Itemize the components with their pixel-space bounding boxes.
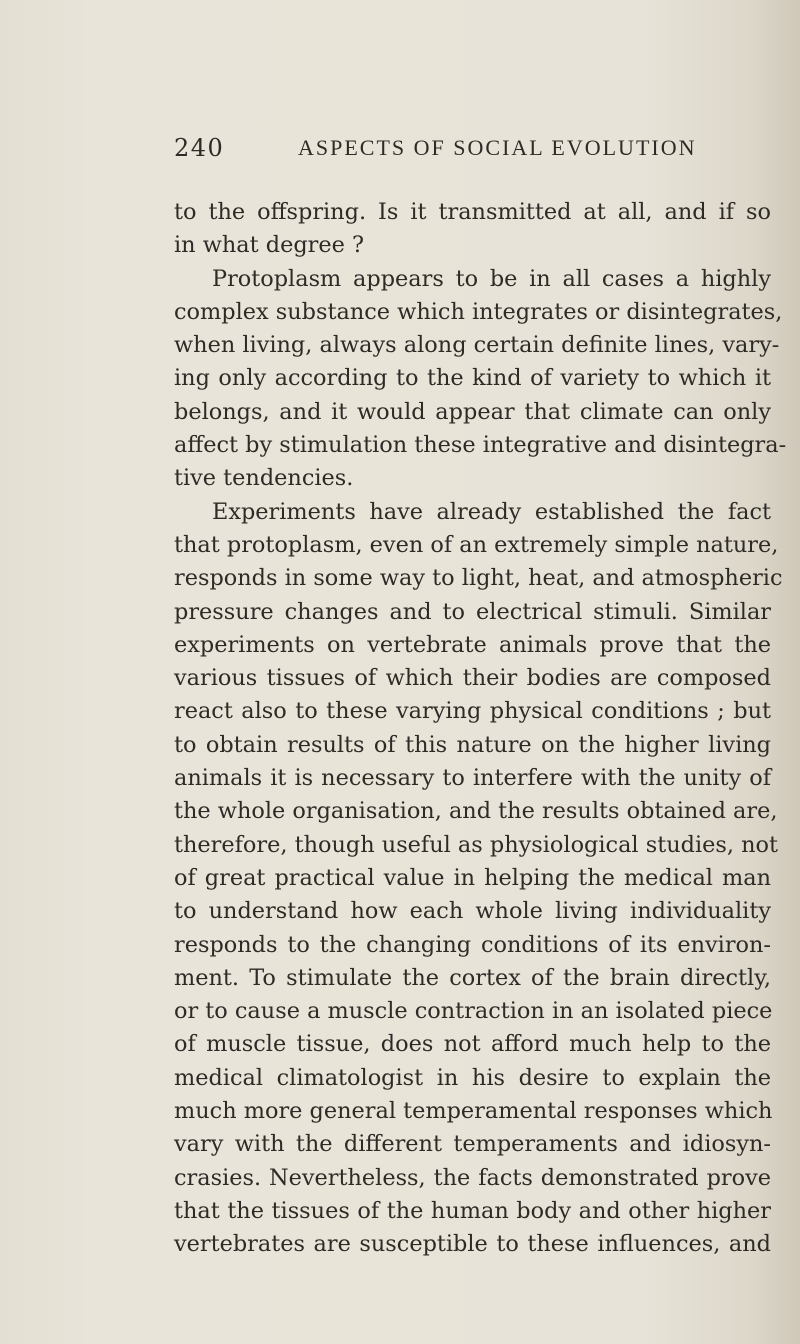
text-line: or to cause a muscle contraction in an isolated piece xyxy=(174,998,773,1025)
paragraph-start-line: Protoplasm appears to be in all cases a highly xyxy=(212,265,771,292)
text-line: medical climatologist in his desire to explain the xyxy=(174,1064,771,1091)
text-line: belongs, and it would appear that climate can only xyxy=(174,398,771,425)
text-line: affect by stimulation these integrative and disintegra- xyxy=(174,432,787,459)
text-line: that protoplasm, even of an extremely simple nature, xyxy=(174,531,779,558)
text-line: tive tendencies. xyxy=(174,465,354,492)
text-line: various tissues of which their bodies are composed xyxy=(174,665,771,692)
running-head xyxy=(174,131,734,165)
text-line: to the offspring. Is it transmitted at all, and if so xyxy=(174,199,771,225)
text-line: responds in some way to light, heat, and atmospheric xyxy=(174,565,783,592)
text-line: therefore, though useful as physiological studies, not xyxy=(174,831,778,858)
text-line: of muscle tissue, does not afford much help to the xyxy=(174,1031,771,1058)
text-line: to obtain results of this nature on the higher living xyxy=(174,731,771,758)
running-title: ASPECTS OF SOCIAL EVOLUTION xyxy=(298,135,697,160)
text-line: responds to the changing conditions of its environ- xyxy=(174,931,771,958)
text-line: ment. To stimulate the cortex of the brain directly, xyxy=(174,964,771,991)
text-line: much more general temperamental responses which xyxy=(174,1098,773,1125)
text-line: complex substance which integrates or disintegrates, xyxy=(174,298,783,325)
text-line: vary with the different temperaments and idiosyn- xyxy=(174,1131,771,1158)
text-line: react also to these varying physical conditions ; but xyxy=(174,698,771,725)
text-line: ing only according to the kind of variety to which it xyxy=(174,365,771,392)
text-line: animals it is necessary to interfere with the unity of xyxy=(174,765,771,792)
text-line: experiments on vertebrate animals prove that the xyxy=(174,631,771,658)
text-line: of great practical value in helping the medical man xyxy=(174,864,771,891)
body-text xyxy=(174,196,787,1262)
text-line: vertebrates are susceptible to these influences, and xyxy=(174,1231,771,1258)
page-number: 240 xyxy=(174,134,225,162)
text-line: pressure changes and to electrical stimuli. Similar xyxy=(174,598,771,625)
paragraph-start-line: Experiments have already established the fact xyxy=(212,498,771,525)
text-line: in what degree ? xyxy=(174,232,364,259)
text-line: when living, always along certain definite lines, vary- xyxy=(174,332,780,359)
text-line: crasies. Nevertheless, the facts demonstrated prove xyxy=(174,1164,771,1191)
text-line: the whole organisation, and the results obtained are, xyxy=(174,798,778,825)
text-line: to understand how each whole living individuality xyxy=(174,898,771,925)
text-line: that the tissues of the human body and other higher xyxy=(174,1197,771,1224)
